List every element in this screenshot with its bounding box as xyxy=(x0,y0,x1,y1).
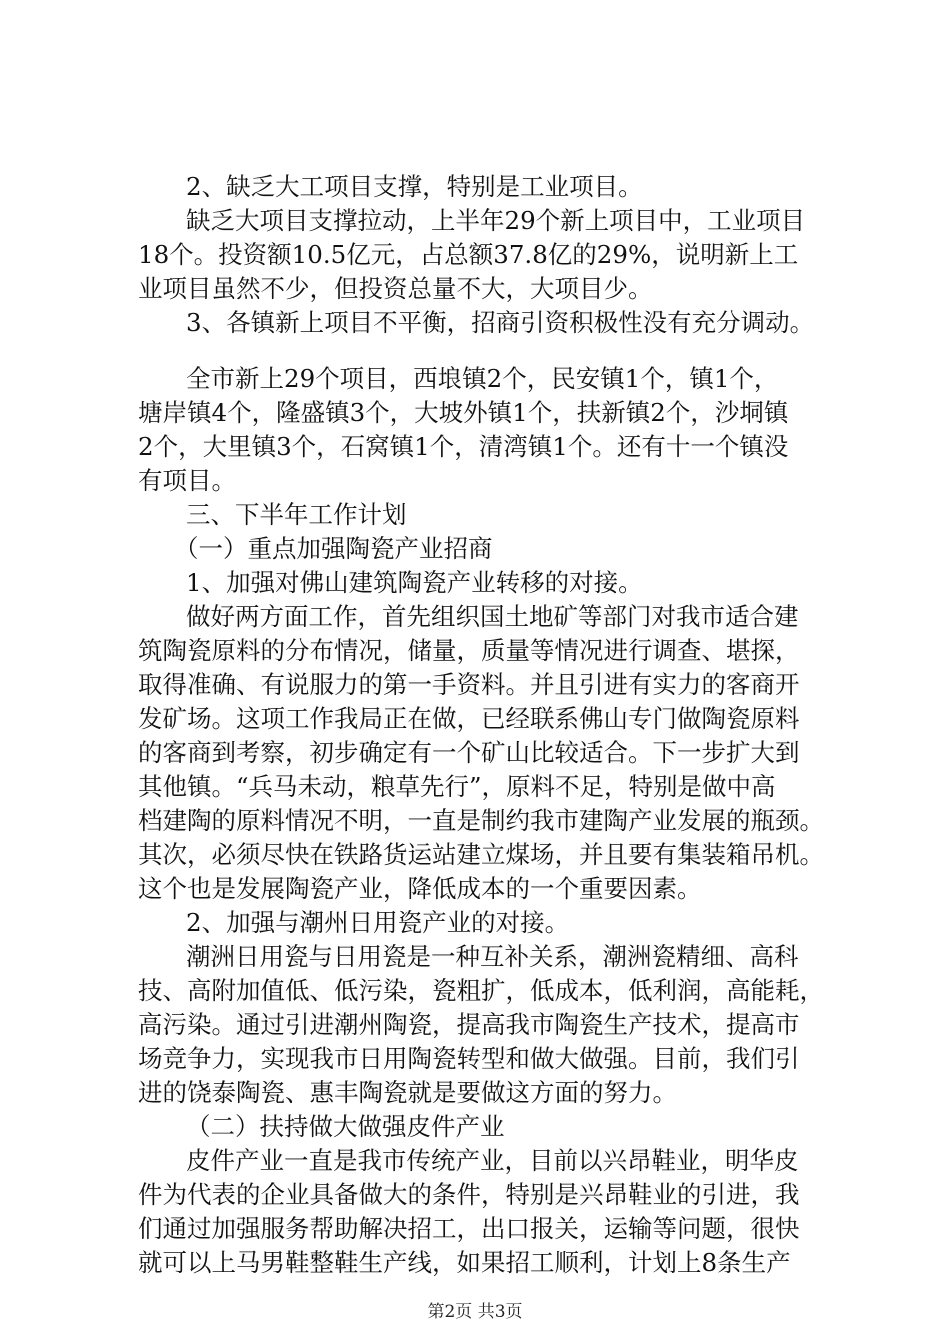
paragraph-line: 缺乏大项目支撑拉动，上半年29个新上项目中，工业项目 xyxy=(186,206,806,235)
subsection-heading: （一）重点加强陶瓷产业招商 xyxy=(174,534,493,563)
paragraph-line: 场竞争力，实现我市日用陶瓷转型和做大做强。目前，我们引 xyxy=(138,1044,800,1073)
paragraph-gap xyxy=(138,340,838,362)
paragraph-line: 发矿场。这项工作我局正在做，已经联系佛山专门做陶瓷原料 xyxy=(138,704,800,733)
subsection-heading: （二）扶持做大做强皮件产业 xyxy=(186,1112,505,1141)
paragraph-line: 做好两方面工作，首先组织国土地矿等部门对我市适合建 xyxy=(186,602,799,631)
paragraph-line: 1、加强对佛山建筑陶瓷产业转移的对接。 xyxy=(186,568,643,597)
paragraph-line: 塘岸镇4个，隆盛镇3个，大坡外镇1个，扶新镇2个，沙垌镇 xyxy=(138,398,789,427)
paragraph-line: 高污染。通过引进潮州陶瓷，提高我市陶瓷生产技术，提高市 xyxy=(138,1010,800,1039)
paragraph-line: 筑陶瓷原料的分布情况，储量，质量等情况进行调查、堪探， xyxy=(138,636,800,665)
paragraph-line: 有项目。 xyxy=(138,466,236,495)
paragraph-line: 2个，大里镇3个，石窝镇1个，清湾镇1个。还有十一个镇没 xyxy=(138,432,789,461)
paragraph-line: 潮洲日用瓷与日用瓷是一种互补关系，潮洲瓷精细、高科 xyxy=(186,942,799,971)
document-body xyxy=(138,170,838,1280)
paragraph-line: 全市新上29个项目，西埌镇2个，民安镇1个，镇1个， xyxy=(186,364,779,393)
paragraph-line: 的客商到考察，初步确定有一个矿山比较适合。下一步扩大到 xyxy=(138,738,800,767)
paragraph-line: 们通过加强服务帮助解决招工，出口报关，运输等问题，很快 xyxy=(138,1214,800,1243)
paragraph-line: 业项目虽然不少，但投资总量不大，大项目少。 xyxy=(138,274,653,303)
paragraph-line: 取得准确、有说服力的第一手资料。并且引进有实力的客商开 xyxy=(138,670,800,699)
paragraph-line: 档建陶的原料情况不明，一直是制约我市建陶产业发展的瓶颈。 xyxy=(138,806,824,835)
paragraph-line: 18个。投资额10.5亿元，占总额37.8亿的29%，说明新上工 xyxy=(138,240,799,269)
paragraph-line: 就可以上马男鞋整鞋生产线，如果招工顺利，计划上8条生产 xyxy=(138,1248,791,1277)
paragraph-line: 2、缺乏大工项目支撑，特别是工业项目。 xyxy=(186,172,643,201)
paragraph-line: 其他镇。“兵马未动，粮草先行”，原料不足，特别是做中高 xyxy=(138,772,776,801)
paragraph-line: 3、各镇新上项目不平衡，招商引资积极性没有充分调动。 xyxy=(186,308,815,337)
paragraph-line: 这个也是发展陶瓷产业，降低成本的一个重要因素。 xyxy=(138,874,702,903)
paragraph-line: 2、加强与潮州日用瓷产业的对接。 xyxy=(186,908,570,937)
paragraph-line: 皮件产业一直是我市传统产业，目前以兴昂鞋业，明华皮 xyxy=(186,1146,799,1175)
page-footer: 第2页 共3页 xyxy=(427,1302,523,1322)
paragraph-line: 技、高附加值低、低污染，瓷粗扩，低成本，低利润，高能耗， xyxy=(138,976,824,1005)
paragraph-line: 件为代表的企业具备做大的条件，特别是兴昂鞋业的引进，我 xyxy=(138,1180,800,1209)
section-heading: 三、下半年工作计划 xyxy=(186,500,407,529)
paragraph-line: 其次，必须尽快在铁路货运站建立煤场，并且要有集装箱吊机。 xyxy=(138,840,824,869)
paragraph-line: 进的饶泰陶瓷、惠丰陶瓷就是要做这方面的努力。 xyxy=(138,1078,677,1107)
